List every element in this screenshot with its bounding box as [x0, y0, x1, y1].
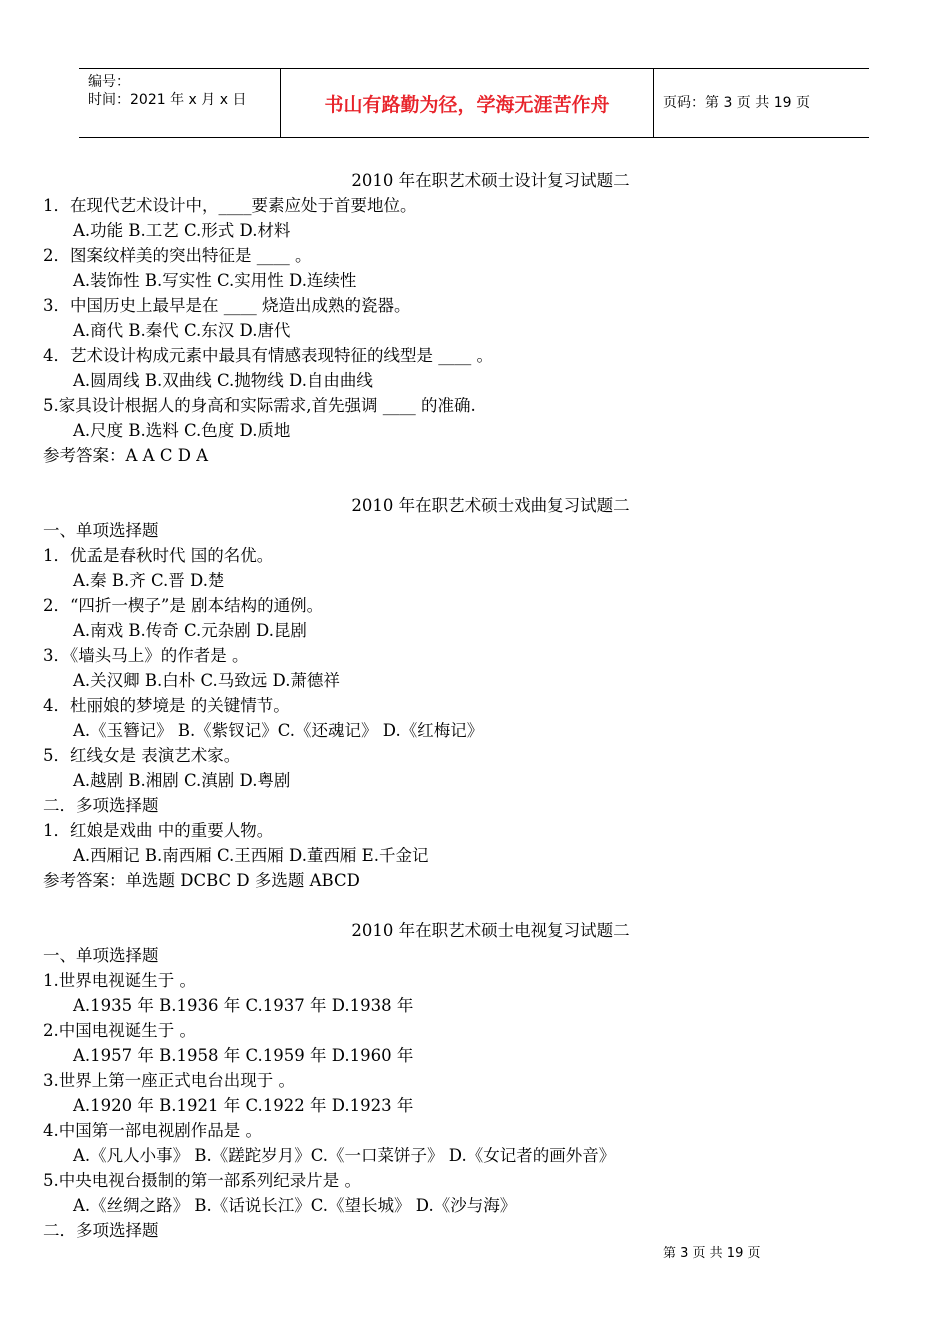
answer-options: A.越剧 B.湘剧 C.滇剧 D.粤剧 — [73, 771, 291, 790]
time-label: 时间：2021 年 x 月 x 日 — [88, 92, 247, 108]
question-line: 4．杜丽娘的梦境是 的关键情节。 — [43, 696, 290, 715]
question-line: 5．红线女是 表演艺术家。 — [43, 746, 241, 765]
answer-options: A.关汉卿 B.白朴 C.马致远 D.萧德祥 — [73, 671, 340, 690]
answer-options: A.装饰性 B.写实性 C.实用性 D.连续性 — [73, 271, 357, 290]
answer-options: A.《凡人小事》 B.《蹉跎岁月》C.《一口菜饼子》 D.《女记者的画外音》 — [73, 1146, 616, 1165]
question-line: 二．多项选择题 — [43, 1221, 159, 1240]
answer-options: A.1920 年 B.1921 年 C.1922 年 D.1923 年 — [73, 1096, 414, 1115]
document-body — [43, 168, 873, 1268]
question-line: 3．中国历史上最早是在 ____ 烧造出成熟的瓷器。 — [43, 296, 411, 315]
section-title: 2010 年在职艺术硕士戏曲复习试题二 — [351, 496, 630, 515]
question-line: 5.中央电视台摄制的第一部系列纪录片是 。 — [43, 1171, 361, 1190]
header-table — [79, 68, 869, 138]
header-meta-cell — [79, 69, 281, 137]
answer-options: A.西厢记 B.南西厢 C.王西厢 D.董西厢 E.千金记 — [73, 846, 429, 865]
question-line: 3.世界上第一座正式电台出现于 。 — [43, 1071, 295, 1090]
exam-section — [43, 168, 873, 468]
answer-options: A.南戏 B.传奇 C.元杂剧 D.昆剧 — [73, 621, 307, 640]
question-line: 2．图案纹样美的突出特征是 ____ 。 — [43, 246, 312, 265]
answer-options: A.功能 B.工艺 C.形式 D.材料 — [73, 221, 291, 240]
question-line: 5.家具设计根据人的身高和实际需求,首先强调 ____ 的准确. — [43, 396, 476, 415]
header-motto-cell — [281, 69, 654, 137]
answer-options: A.1935 年 B.1936 年 C.1937 年 D.1938 年 — [73, 996, 414, 1015]
serial-label: 编号： — [88, 74, 130, 90]
header-page-cell — [654, 69, 869, 137]
question-line: 一、单项选择题 — [43, 521, 159, 540]
question-line: 4．艺术设计构成元素中最具有情感表现特征的线型是 ____ 。 — [43, 346, 493, 365]
question-line: 1.世界电视诞生于 。 — [43, 971, 196, 990]
question-line: 1．优孟是春秋时代 国的名优。 — [43, 546, 274, 565]
question-line: 参考答案：单选题 DCBC D 多选题 ABCD — [43, 871, 360, 890]
question-line: 一、单项选择题 — [43, 946, 159, 965]
header-page-info: 页码：第 3 页 共 19 页 — [663, 95, 810, 111]
section-title: 2010 年在职艺术硕士电视复习试题二 — [351, 921, 630, 940]
exam-section — [43, 493, 873, 893]
question-line: 1．红娘是戏曲 中的重要人物。 — [43, 821, 274, 840]
answer-options: A.商代 B.秦代 C.东汉 D.唐代 — [73, 321, 291, 340]
question-line: 1．在现代艺术设计中，____要素应处于首要地位。 — [43, 196, 417, 215]
answer-options: A.尺度 B.选料 C.色度 D.质地 — [73, 421, 291, 440]
answer-options: A.圆周线 B.双曲线 C.抛物线 D.自由曲线 — [73, 371, 373, 390]
question-line: 3．《墙头马上》的作者是 。 — [43, 646, 249, 665]
exam-section — [43, 918, 873, 1243]
question-line: 二．多项选择题 — [43, 796, 159, 815]
question-line: 2．“四折一楔子”是 剧本结构的通例。 — [43, 596, 324, 615]
question-line: 参考答案：A A C D A — [43, 446, 209, 465]
answer-options: A.《玉簪记》 B.《紫钗记》C.《还魂记》 D.《红梅记》 — [73, 721, 484, 740]
answer-options: A.1957 年 B.1958 年 C.1959 年 D.1960 年 — [73, 1046, 414, 1065]
question-line: 2.中国电视诞生于 。 — [43, 1021, 196, 1040]
question-line: 4.中国第一部电视剧作品是 。 — [43, 1121, 262, 1140]
page-footer: 第 3 页 共 19 页 — [663, 1246, 761, 1261]
section-title: 2010 年在职艺术硕士设计复习试题二 — [351, 171, 630, 190]
motto-text: 书山有路勤为径，学海无涯苦作舟 — [324, 94, 610, 116]
answer-options: A.秦 B.齐 C.晋 D.楚 — [73, 571, 225, 590]
answer-options: A.《丝绸之路》 B.《话说长江》C.《望长城》 D.《沙与海》 — [73, 1196, 517, 1215]
